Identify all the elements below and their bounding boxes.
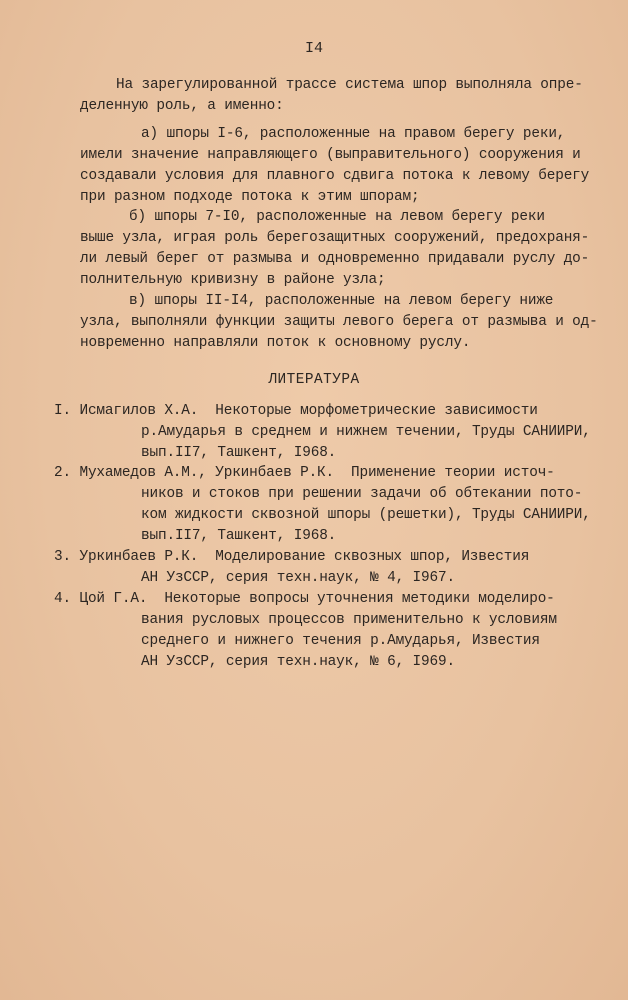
body-line: имели значение направляющего (выправительного) сооружения и xyxy=(80,147,581,163)
body-line: выше узла, играя роль берегозащитных сооружений, предохраня- xyxy=(80,230,590,246)
reference-line: АН УзССР, серия техн.наук, № 4, I967. xyxy=(141,570,455,586)
body-line: а) шпоры I-6, расположенные на правом берегу реки, xyxy=(141,126,566,142)
reference-line: I. Исмагилов Х.А. Некоторые морфометрические зависимости xyxy=(54,403,538,419)
reference-line: 4. Цой Г.А. Некоторые вопросы уточнения методики моделиро- xyxy=(54,591,555,607)
body-line: узла, выполняли функции защиты левого берега от размыва и од- xyxy=(80,314,598,330)
references-heading: ЛИТЕРАТУРА xyxy=(268,372,360,388)
reference-line: ком жидкости сквозной шпоры (решетки), Труды САНИИРИ, xyxy=(141,507,591,523)
reference-line: среднего и нижнего течения р.Амударья, Известия xyxy=(141,633,540,649)
reference-line: вып.II7, Ташкент, I968. xyxy=(141,445,337,461)
reference-line: р.Амударья в среднем и нижнем течении, Труды САНИИРИ, xyxy=(141,424,591,440)
body-line: полнительную кривизну в районе узла; xyxy=(80,272,386,288)
body-line: б) шпоры 7-I0, расположенные на левом берегу реки xyxy=(129,209,545,225)
body-line: деленную роль, а именно: xyxy=(80,98,284,114)
body-line: в) шпоры II-I4, расположенные на левом берегу ниже xyxy=(129,293,554,309)
reference-line: 3. Уркинбаев Р.К. Моделирование сквозных шпор, Известия xyxy=(54,549,530,565)
reference-line: вания русловых процессов применительно к условиям xyxy=(141,612,557,628)
body-line: На зарегулированной трассе система шпор выполняла опре- xyxy=(116,77,583,93)
body-line: при разном подходе потока к этим шпорам; xyxy=(80,189,420,205)
reference-line: ников и стоков при решении задачи об обтекании пото- xyxy=(141,486,583,502)
body-line: ли левый берег от размыва и одновременно придавали руслу до- xyxy=(80,251,590,267)
reference-line: 2. Мухамедов А.М., Уркинбаев Р.К. Применение теории источ- xyxy=(54,465,555,481)
page-number: I4 xyxy=(304,40,323,57)
reference-line: АН УзССР, серия техн.наук, № 6, I969. xyxy=(141,654,455,670)
body-line: новременно направляли поток к основному руслу. xyxy=(80,335,471,351)
body-line: создавали условия для плавного сдвига потока к левому берегу xyxy=(80,168,590,184)
reference-line: вып.II7, Ташкент, I968. xyxy=(141,528,337,544)
